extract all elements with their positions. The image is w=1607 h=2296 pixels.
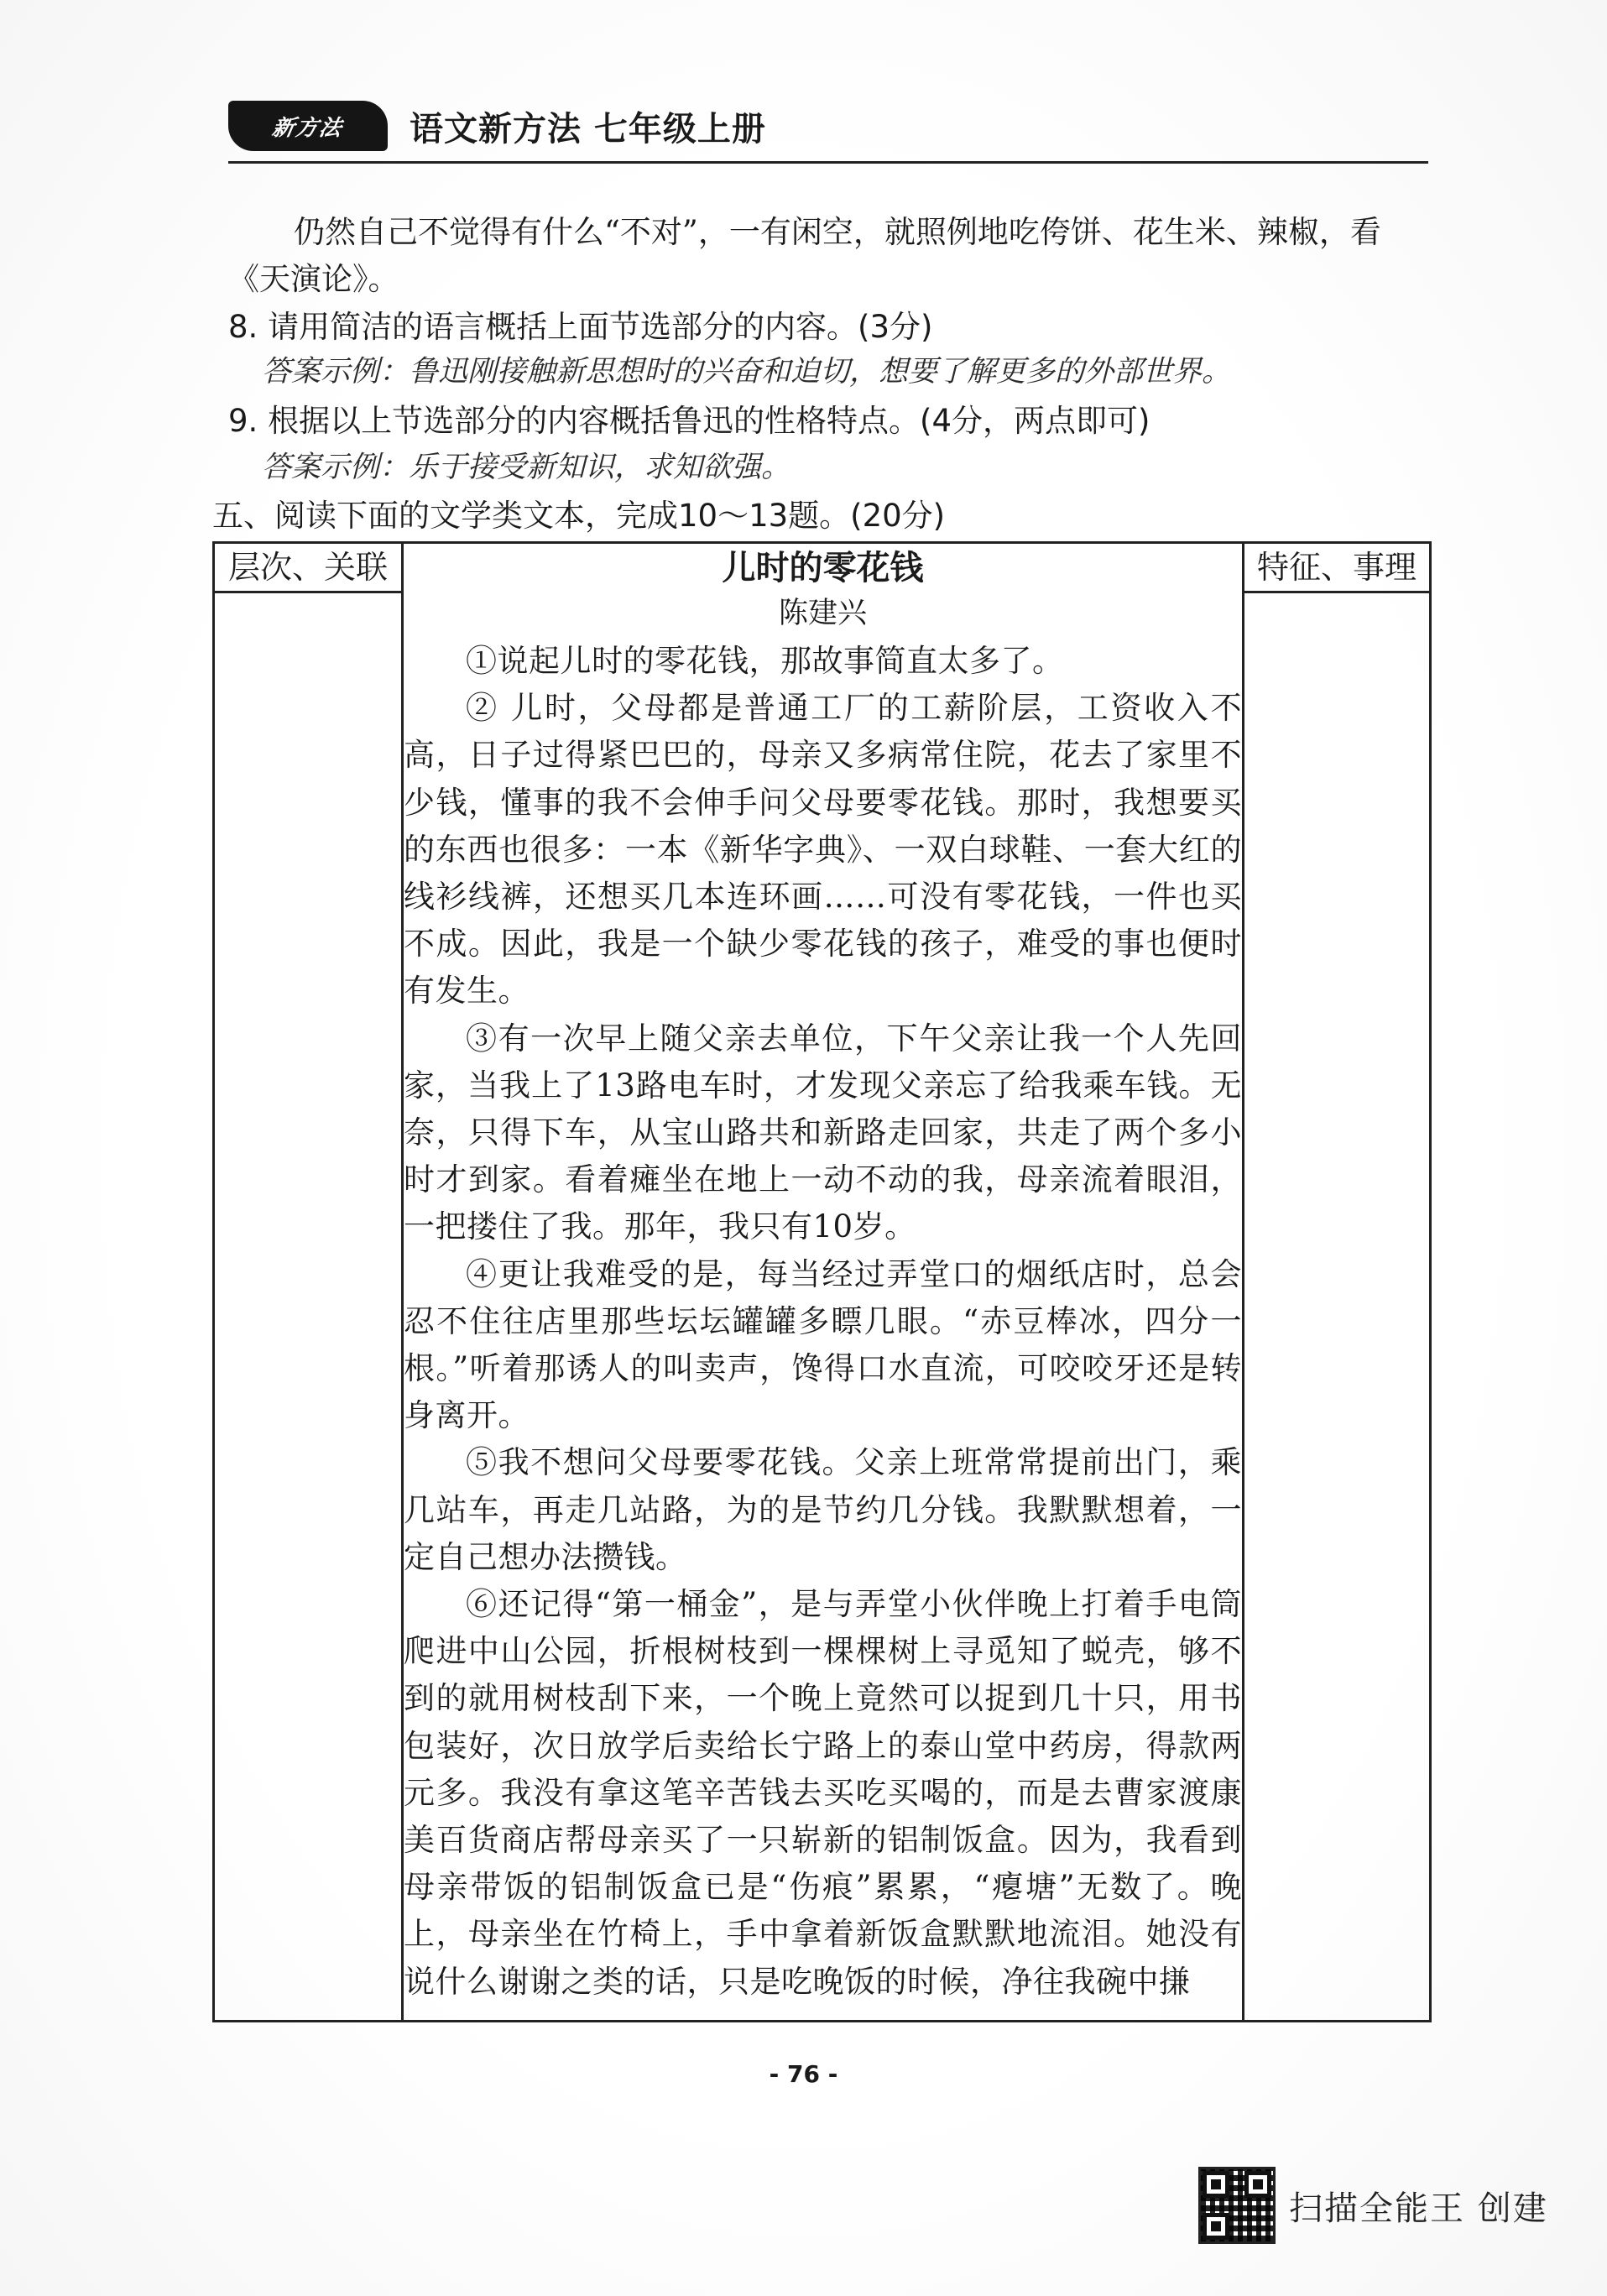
right-annotation-cell	[1244, 592, 1431, 2022]
question-8: 8. 请用简洁的语言概括上面节选部分的内容。(3分)	[228, 309, 933, 345]
qr-code-icon	[1198, 2167, 1276, 2244]
page-number: - 76 -	[769, 2060, 838, 2088]
story-paragraph: ⑤我不想问父母要零花钱。父亲上班常常提前出门，乘几站车，再走几站路，为的是节约几分钱。我默默想着，一定自己想办法攒钱。	[404, 1444, 1242, 1575]
left-column-header: 层次、关联	[214, 543, 403, 592]
story-cell	[403, 543, 1244, 2022]
page-header	[228, 99, 1428, 158]
story-author: 陈建兴	[778, 597, 867, 630]
passage-line: 仍然自己不觉得有什么“不对”，一有闲空，就照例地吃侉饼、花生米、辣椒，看	[294, 214, 1381, 250]
story-title: 儿时的零花钱	[722, 549, 924, 587]
answer-9: 答案示例：乐于接受新知识，求知欲强。	[262, 451, 791, 484]
section-heading: 五、阅读下面的文学类文本，完成10～13题。(20分)	[212, 498, 946, 534]
passage-line: 《天演论》。	[228, 261, 399, 297]
story-paragraph: ⑥还记得“第一桶金”，是与弄堂小伙伴晚上打着手电筒爬进中山公园，折根树枝到一棵棵树上寻觅知了蜕壳，够不到的就用树枝刮下来，一个晚上竟然可以捉到几十只，用书包装好，次日放学后卖给长宁路上的泰山堂中药房，得款两元多。我没有拿这笔辛苦钱去买吃买喝的，而是去曹家渡康美百货商店帮母亲买了一只崭新的铝制饭盒。因为，我看到母亲带饭的铝制饭盒已是“伤痕”累累，“瘪塘”无数了。晚上，母亲坐在竹椅上，手中拿着新饭盒默默地流泪。她没有说什么谢谢之类的话，只是吃晚饭的时候，净往我碗中搛	[404, 1586, 1242, 2000]
right-column-header: 特征、事理	[1244, 543, 1431, 592]
story-paragraph: ①说起儿时的零花钱，那故事简直太多了。	[466, 643, 1064, 679]
reading-table	[212, 541, 1432, 2022]
book-title: 语文新方法 七年级上册	[410, 110, 766, 149]
header-divider	[228, 161, 1428, 164]
scanner-watermark	[1198, 2163, 1548, 2247]
story-paragraph: ② 儿时，父母都是普通工厂的工薪阶层，工资收入不高，日子过得紧巴巴的，母亲又多病常住院，花去了家里不少钱，懂事的我不会伸手问父母要零花钱。那时，我想要买的东西也很多：一本《新华字典》、一双白球鞋、一套大红的线衫线裤，还想买几本连环画……可没有零花钱，一件也买不成。因此，我是一个缺少零花钱的孩子，难受的事也便时有发生。	[404, 690, 1242, 1010]
publisher-logo	[228, 101, 388, 151]
answer-8: 答案示例：鲁迅刚接触新思想时的兴奋和迫切，想要了解更多的外部世界。	[262, 355, 1232, 389]
left-annotation-cell	[214, 592, 403, 2022]
watermark-text: 扫描全能王 创建	[1289, 2189, 1548, 2228]
question-9: 9. 根据以上节选部分的内容概括鲁迅的性格特点。(4分，两点即可)	[228, 403, 1150, 439]
story-paragraph: ③有一次早上随父亲去单位，下午父亲让我一个人先回家，当我上了13路电车时，才发现父亲忘了给我乘车钱。无奈，只得下车，从宝山路共和新路走回家，共走了两个多小时才到家。看着瘫坐在地上一动不动的我，母亲流着眼泪，一把搂住了我。那年，我只有10岁。	[404, 1020, 1242, 1245]
logo-text: 新方法	[269, 115, 346, 141]
story-paragraph: ④更让我难受的是，每当经过弄堂口的烟纸店时，总会忍不住往店里那些坛坛罐罐多瞟几眼。“赤豆棒冰，四分一根。”听着那诱人的叫卖声，馋得口水直流，可咬咬牙还是转身离开。	[404, 1255, 1242, 1434]
